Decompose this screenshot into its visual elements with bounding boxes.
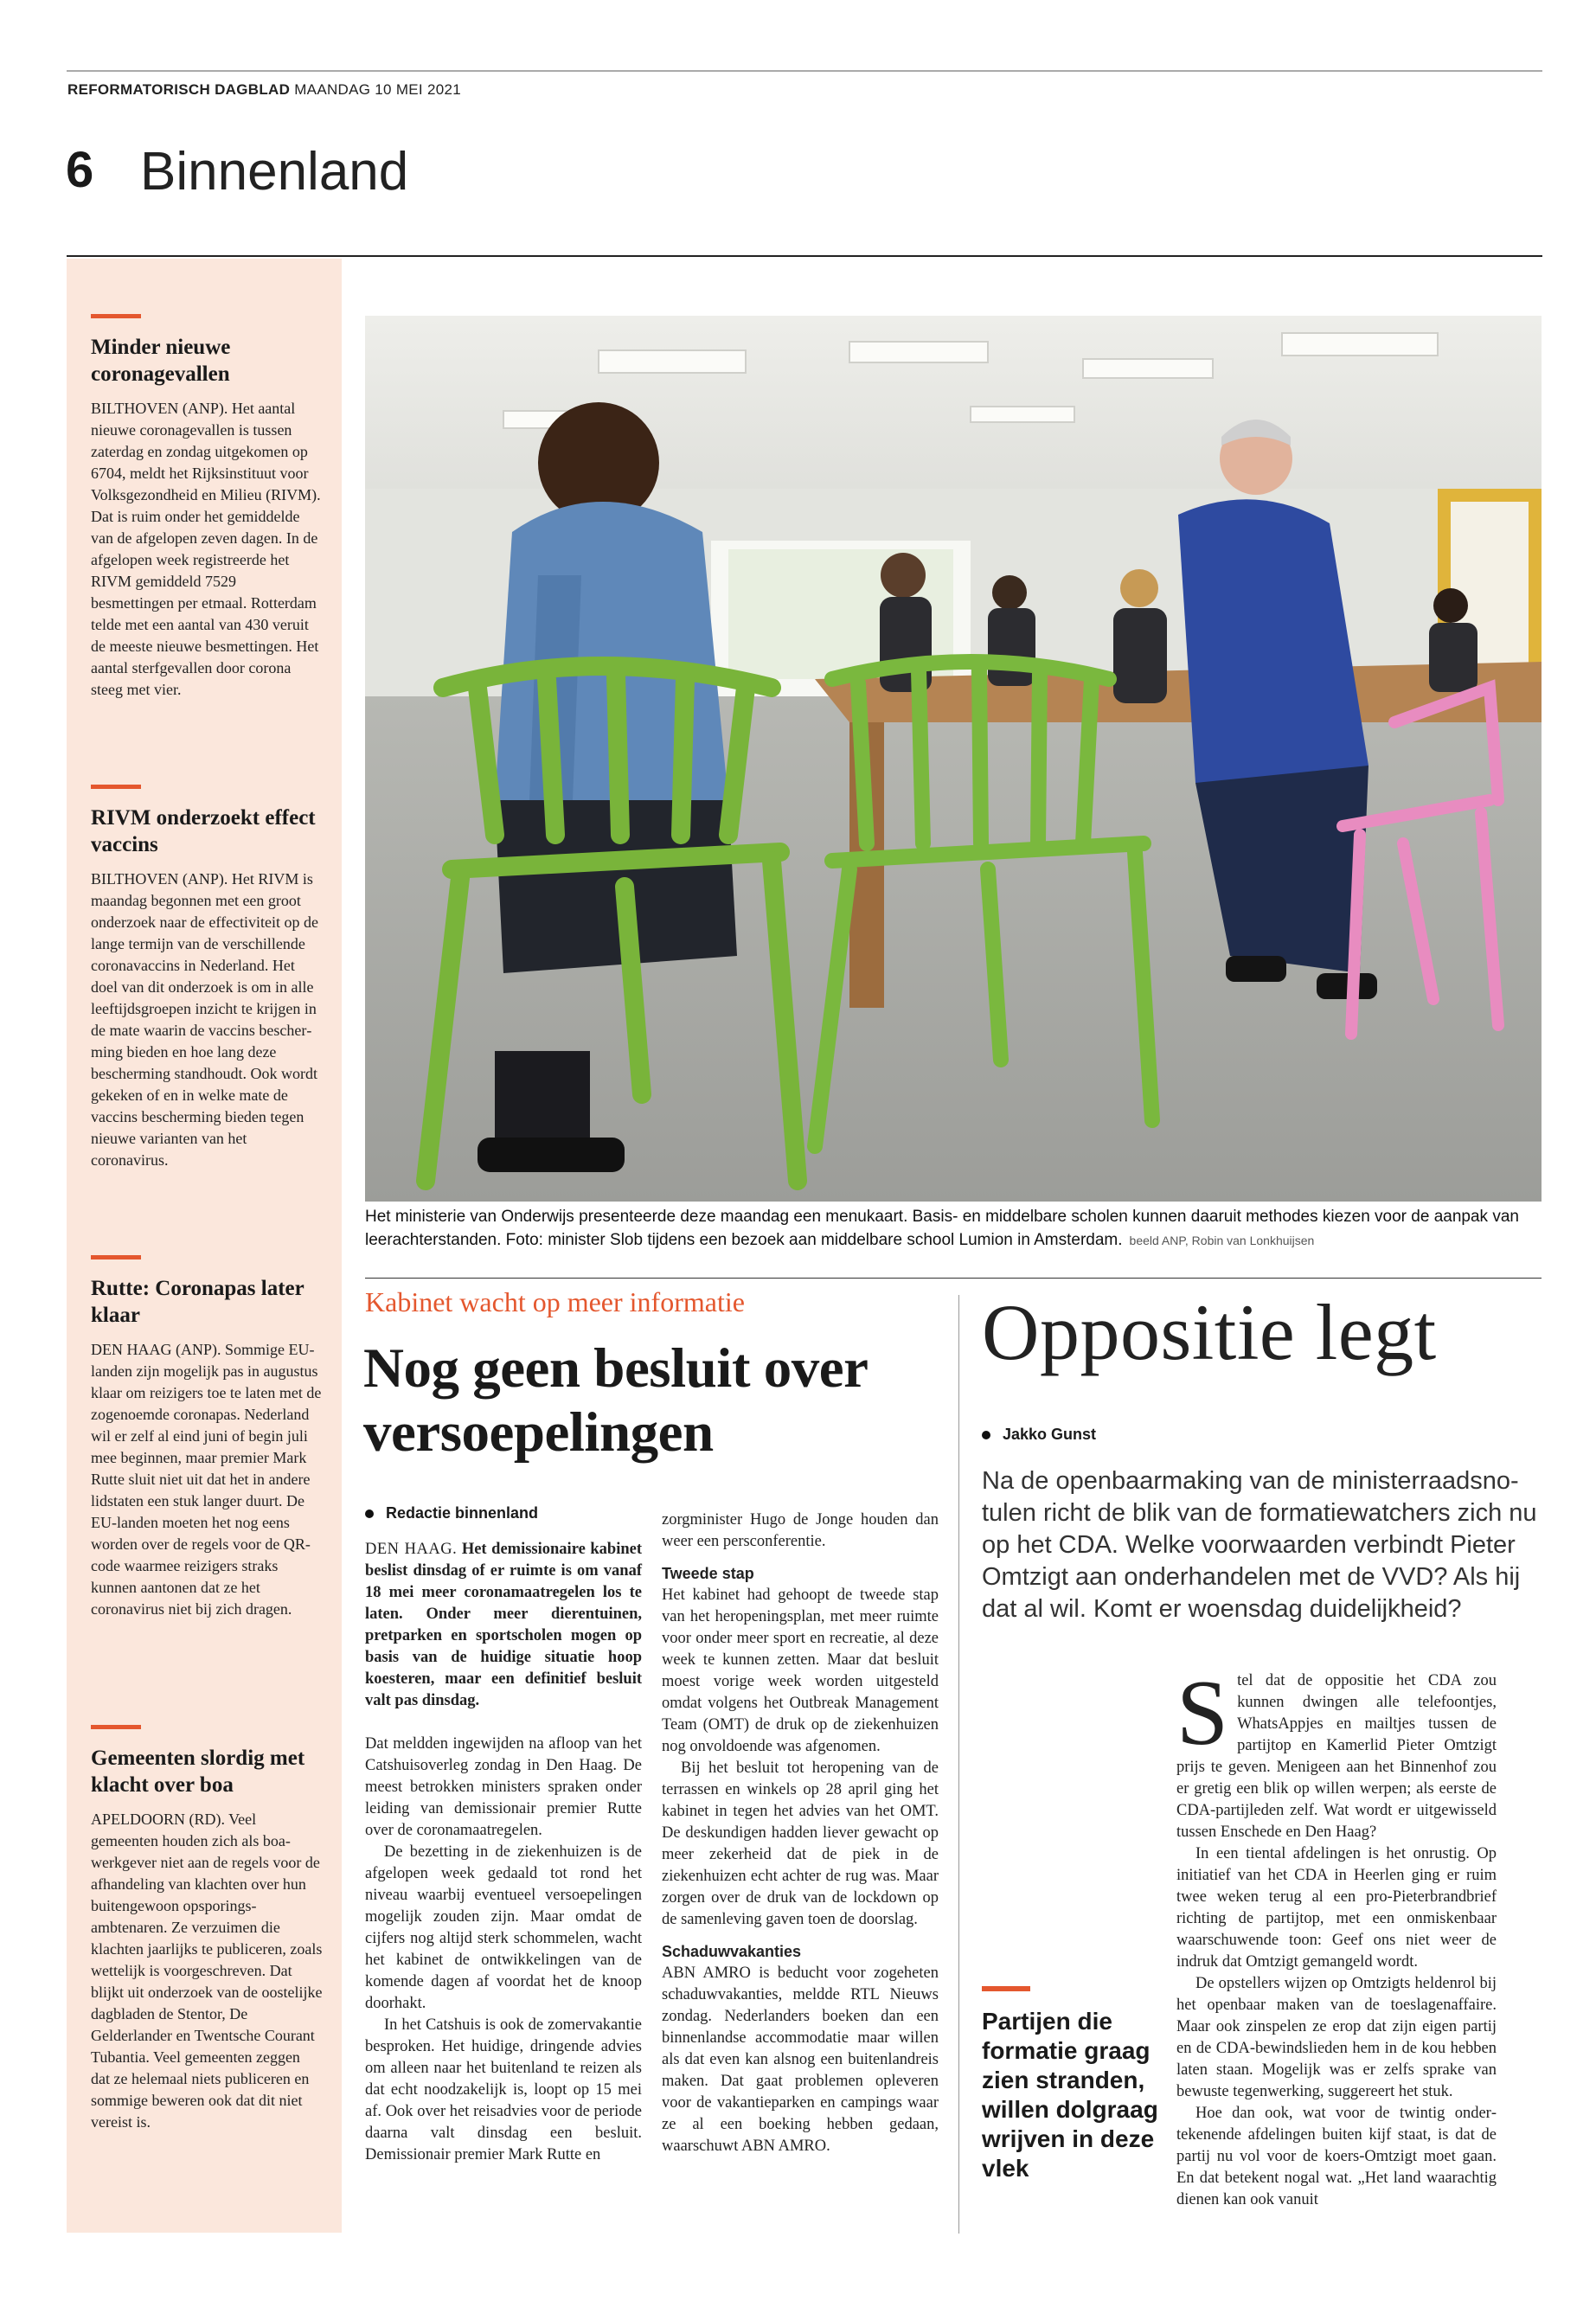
news-brief	[91, 1255, 323, 1620]
top-rule	[67, 70, 1542, 72]
article-headline: Nog geen besluit over versoepelingen	[363, 1337, 868, 1464]
page-number: 6	[66, 142, 94, 198]
news-brief-body: BILTHOVEN (ANP). Het aantal nieuwe coronagevallen is tussen zaterdag en zondag uitgekomen op 6704, meldt het Rijksinstituut voor Volksgezondheid en Milieu (RIVM). Dat is ruim onder het gemiddelde van de afgelopen zeven dagen. In de afgelopen week registreerde het RIVM gemiddeld 7529 besmettingen per etmaal. Rotterdam telde met een aantal van 430 veruit de meeste nieuwe besmettingen. Het aantal sterfgevallen door corona steeg met vier.	[91, 400, 321, 698]
column-divider	[958, 1295, 959, 2234]
bullet-icon	[982, 1431, 990, 1439]
news-brief	[91, 785, 323, 1171]
article-byline	[365, 1504, 538, 1522]
articles-rule	[365, 1278, 1542, 1279]
article-column	[365, 1539, 642, 2166]
paragraph-text: tel dat de oppositie het CDA zou kunnen dwingen alle telefoontjes, WhatsAppjes en mailtjes tussen de partijtop en Kamerlid Pieter Omtzigt prijs te geven. Menigeen aan het Binnenhof zou er gretig een blik op willen werpen; als eerste de CDA-partijleden zelf. Wat wordt er uitgewisseld tussen Enschede en Den Haag?	[1176, 1672, 1497, 1841]
photo-caption	[365, 1205, 1542, 1253]
accent-bar	[982, 1986, 1030, 1991]
pull-quote-text: Partijen die formatie graag zien stranden, willen dolgraag wrijven in deze vlek	[982, 2008, 1158, 2182]
lead-text: Het demissionaire kabinet beslist dinsdag of er ruimte is om vanaf 18 mei meer coronamaatregelen los te laten. Onder meer dierentuinen, pretparken en sportscholen mogen op basis van de huidige situatie hoop koesteren, maar een definitief besluit valt pas dinsdag.	[365, 1541, 643, 1709]
issue-date: MAANDAG 10 MEI 2021	[294, 81, 461, 98]
article-paragraph: De bezetting in de ziekenhuizen is de afgelopen week gedaald tot rond het niveau waarbij eventueel versoepelingen mogelijk zouden zijn. Maar omdat de cijfers nog altijd sterk schommelen, wacht het kabinet de ontwikkelingen van de komende dagen af voordat het de knoop doorhakt.	[365, 1843, 642, 2012]
news-photo	[365, 316, 1542, 1202]
article-paragraph: Het kabinet had gehoopt de tweede stap van het heropeningsplan, met meer ruimte voor onder meer sport en recreatie, al deze week te kunnen zetten. Maar dat besluit moest vorige week worden uitgesteld omdat volgens het Outbreak Management Team (OMT) de druk op de ziekenhuizen nog onvoldoende was afgenomen.	[662, 1586, 939, 1755]
byline-text: Redactie binnenland	[386, 1504, 539, 1522]
section-title: Binnenland	[140, 142, 409, 202]
drop-cap: S	[1176, 1662, 1229, 1765]
article-column	[1176, 1662, 1497, 2211]
news-brief-headline: Gemeenten slordig met klacht over boa	[91, 1747, 305, 1797]
article-byline	[982, 1426, 1096, 1444]
pull-quote	[982, 1986, 1163, 2183]
accent-bar	[91, 1725, 141, 1729]
news-brief-body: BILTHOVEN (ANP). Het RIVM is maandag begonnen met een groot onderzoek naar de effectiviteit op de lange termijn van de verschillende coronavaccins in Nederland. Het doel van dit onderzoek is om in alle leeftijdsgroepen inzicht te krijgen in de mate waarin de vaccins bescherming bieden en hoe lang deze bescherming standhoudt. Ook wordt gekeken of en in welke mate de vaccins bescherming bieden tegen nieuwe varianten van het coronavirus.	[91, 870, 319, 1169]
news-brief-body: APELDOORN (RD). Veel gemeenten houden zich als boa-werkgever niet aan de regels voor de afhandeling van klachten over hun buitengewoon opsporingsambtenaren. Ze verzuimen die klachten jaarlijks te publiceren, zoals wettelijk is voorgeschreven. Dat blijkt uit onderzoek van de oostelijke dagbladen de Stentor, De Gelderlander en Twentsche Courant Tubantia. Veel gemeenten zeggen dat ze helemaal niets publiceren en sommige beweren ook dat dit niet vereist is.	[91, 1811, 323, 2131]
article-paragraph: Hoe dan ook, wat voor de twintig ondertekenende afdelingen buiten kijf staat, is dat de partij nu vol voor de koers-Omtzigt moet gaan. En dat betekent nogal wat. „Het land waarachtig dienen kan ook vanuit	[1176, 2105, 1497, 2208]
news-brief-headline: Minder nieuwe coronagevallen	[91, 336, 231, 386]
accent-bar	[91, 314, 141, 318]
news-brief-headline: Rutte: Coronapas later klaar	[91, 1277, 304, 1327]
newspaper-name: REFORMATORISCH DAGBLAD	[67, 81, 291, 98]
article-kicker: Kabinet wacht op meer informatie	[365, 1286, 745, 1317]
article-headline: Oppositie legt	[982, 1288, 1437, 1376]
news-brief-body: DEN HAAG (ANP). Sommige EU-landen zijn mogelijk pas in augustus klaar om reizigers toe te laten met de zogenoemde coronapas. Nederland wil er zelf al eind juni of begin juli mee beginnen, maar premier Mark Rutte sluit niet uit dat het in andere lidstaten een stuk langer duurt. De EU-landen moeten het nog eens worden over de regels voor de QR-code waarmee reizigers straks kunnen aantonen dat ze het coronavirus niet bij zich dragen.	[91, 1341, 322, 1618]
article-subheading: Tweede stap	[662, 1565, 754, 1582]
article-paragraph: In het Catshuis is ook de zomervakantie besproken. Het huidige, dringende advies om alleen naar het buitenland te reizen als dat echt noodzakelijk is, loopt op 15 mei af. Ook over het reisadvies voor de periode daarna valt dinsdag een besluit. Demissionair premier Mark Rutte en	[365, 2016, 642, 2163]
section-rule	[67, 255, 1542, 257]
accent-bar	[91, 1255, 141, 1259]
article-paragraph: ABN AMRO is beducht voor zogeheten schaduwvakanties, meldde RTL Nieuws zondag. Nederlanders boeken dan een binnenlandse accommodatie maar willen als dat even kan alsnog een buitenlandreis maken. Dat gaat problemen opleveren voor de vakantieparken en campings waar ze al een boeking hebben gedaan, waarschuwt ABN AMRO.	[662, 1965, 939, 2155]
byline-text: Jakko Gunst	[1003, 1426, 1097, 1443]
news-brief	[91, 1725, 323, 2133]
accent-bar	[91, 785, 141, 789]
article-paragraph	[1176, 1662, 1497, 1843]
article-paragraph: Bij het besluit tot heropening van de terrassen en winkels op 28 april ging het kabinet in tegen het advies van het OMT. De deskundigen hadden liever gewacht op meer zekerheid dat de piek in de ziekenhuizen echt achter de rug was. Maar zorgen over de druk van de lockdown op de samenleving gaven toen de doorslag.	[662, 1759, 939, 1928]
article-paragraph: In een tiental afdelingen is het onrustig. Op initiatief van het CDA in Heerlen ging er ruim twee weken terug al een pro-Pieterbrandbrief richting de partijtop, met een onmiskenbaar waarschuwende toon: Geef ons niet weer de indruk dat Omtzigt gemangeld wordt.	[1176, 1845, 1497, 1971]
news-brief-headline: RIVM onderzoekt effect vaccins	[91, 806, 316, 856]
news-brief	[91, 314, 323, 701]
article-lead	[365, 1539, 642, 1712]
article-column	[662, 1509, 939, 2157]
dateline: DEN HAAG.	[365, 1541, 458, 1558]
news-brief-sidebar	[67, 259, 342, 2233]
article-paragraph: zorgminister Hugo de Jonge houden dan weer een persconferentie.	[662, 1511, 939, 1550]
masthead	[67, 81, 461, 99]
bullet-icon	[365, 1509, 374, 1518]
article-subheading: Schaduwvakanties	[662, 1943, 802, 1960]
article-intro: Na de openbaarmaking van de ministerraadsnotulen richt de blik van de formatiewatchers zich nu op het CDA. Welke voorwaarden verbindt Pieter Omtzigt aan onderhandelen met de VVD? Als hij dat al wil. Komt er woensdag duidelijkheid?	[982, 1467, 1537, 1623]
article-paragraph: De opstellers wijzen op Omtzigts heldenrol bij het openbaar maken van de toeslagenaffaire. Maar ook zinspelen ze erop dat zijn eigen partij en de CDA-bewindslieden hem in de kou hebben laten staan. Mogelijk was er zelfs sprake van bewuste tegenwerking, suggereert het stuk.	[1176, 1975, 1497, 2100]
photo-credit: beeld ANP, Robin van Lonkhuijsen	[1129, 1234, 1315, 1247]
caption-text: Het ministerie van Onderwijs presenteerde deze maandag een menukaart. Basis- en middelbare scholen kunnen daaruit methodes kiezen voor de aanpak van leerachterstanden. Foto: minister Slob tijdens een bezoek aan middelbare school Lumion in Amsterdam.	[365, 1208, 1519, 1249]
article-paragraph: Dat meldden ingewijden na afloop van het Catshuisoverleg zondag in Den Haag. De meest betrokken ministers spraken onder leiding van demissionair premier Rutte over de coronamaatregelen.	[365, 1735, 642, 1839]
